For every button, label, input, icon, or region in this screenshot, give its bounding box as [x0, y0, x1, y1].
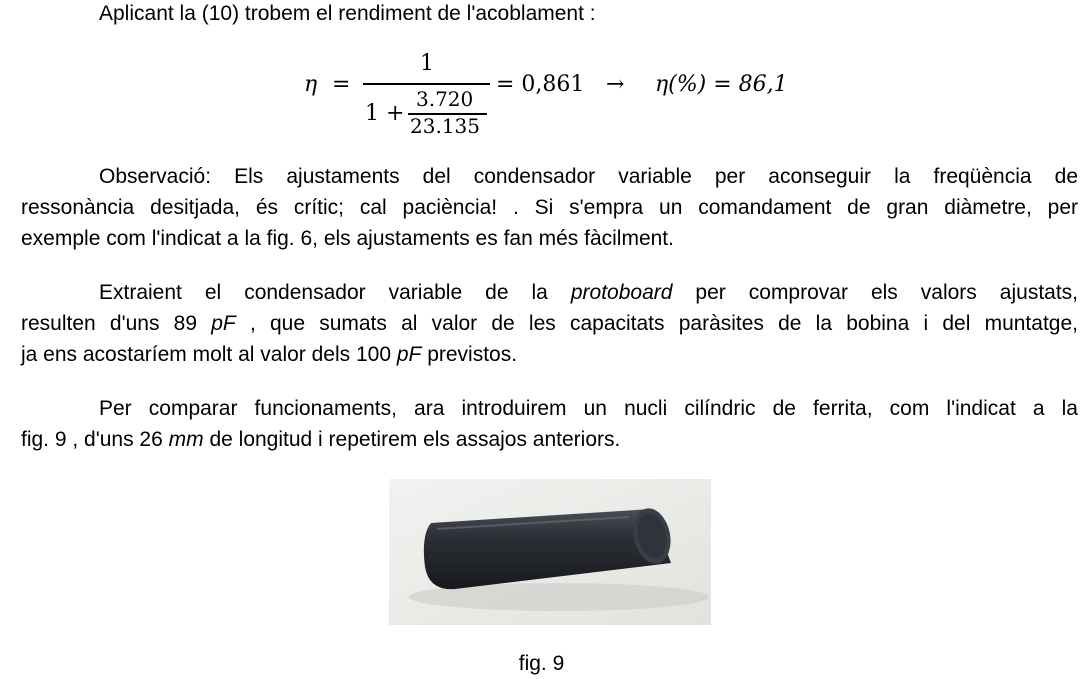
paragraph2-line2: [21, 312, 1078, 336]
paragraph3-line1: Per comparar funcionaments, ara introduirem un nucli cilíndric de ferrita, com l'indicat a la: [99, 397, 1078, 420]
eta-symbol: η: [304, 72, 318, 97]
ferrite-rod-photo: [389, 479, 711, 625]
paragraph2-line2-c: , que sumats al valor de les capacitats paràsites de la bobina i del muntatge,: [249, 312, 1078, 335]
denominator-prefix: 1 +: [365, 101, 405, 126]
paragraph2-line3: [21, 343, 1078, 367]
paragraph2-line3-c: previstos.: [421, 343, 518, 366]
equals-sign: =: [332, 72, 351, 97]
paragraph2-line2-a: resulten d'uns 89: [21, 312, 198, 335]
protoboard-term: protoboard: [570, 281, 673, 304]
unit-mm: mm: [168, 428, 204, 451]
paragraph1-line3: exemple com l'indicat a la fig. 6, els ajustaments es fan més fàcilment.: [21, 227, 674, 250]
figure-caption: fig. 9: [518, 652, 565, 675]
inner-numerator: 3.720: [416, 87, 474, 111]
paragraph1-line1: Observació: Els ajustaments del condensador variable per aconseguir la freqüència de: [99, 165, 1078, 188]
paragraph1-line2: ressonància desitjada, és crític; cal paciència! . Si s'empra un comandament de gran diàmetre, per: [21, 196, 1078, 219]
unit-pf: pF: [396, 343, 422, 366]
paragraph2-line3-a: ja ens acostaríem molt al valor dels 100: [21, 343, 392, 366]
inner-denominator: 23.135: [410, 114, 480, 138]
equation-result: = 0,861: [496, 72, 585, 97]
intro-text: Aplicant la (10) trobem el rendiment de l'acoblament :: [99, 2, 596, 25]
paragraph2-line1: [99, 281, 1078, 305]
paragraph3-line2-c: de longitud i repetirem els assajos anteriors.: [203, 428, 621, 451]
paragraph3-line2-a: fig. 9 , d'uns 26: [21, 428, 163, 451]
paragraph2-line1-a: Extraient el condensador variable de la: [99, 281, 548, 304]
unit-pf: pF: [211, 312, 236, 335]
paragraph3-line2: [21, 428, 1078, 452]
arrow-symbol: →: [606, 72, 625, 97]
fraction-numerator: 1: [420, 51, 434, 76]
paragraph2-line1-c: per comprovar els valors ajustats,: [695, 281, 1078, 304]
main-fraction-bar: [363, 83, 490, 85]
percent-expression: η(%) = 86,1: [655, 72, 788, 97]
